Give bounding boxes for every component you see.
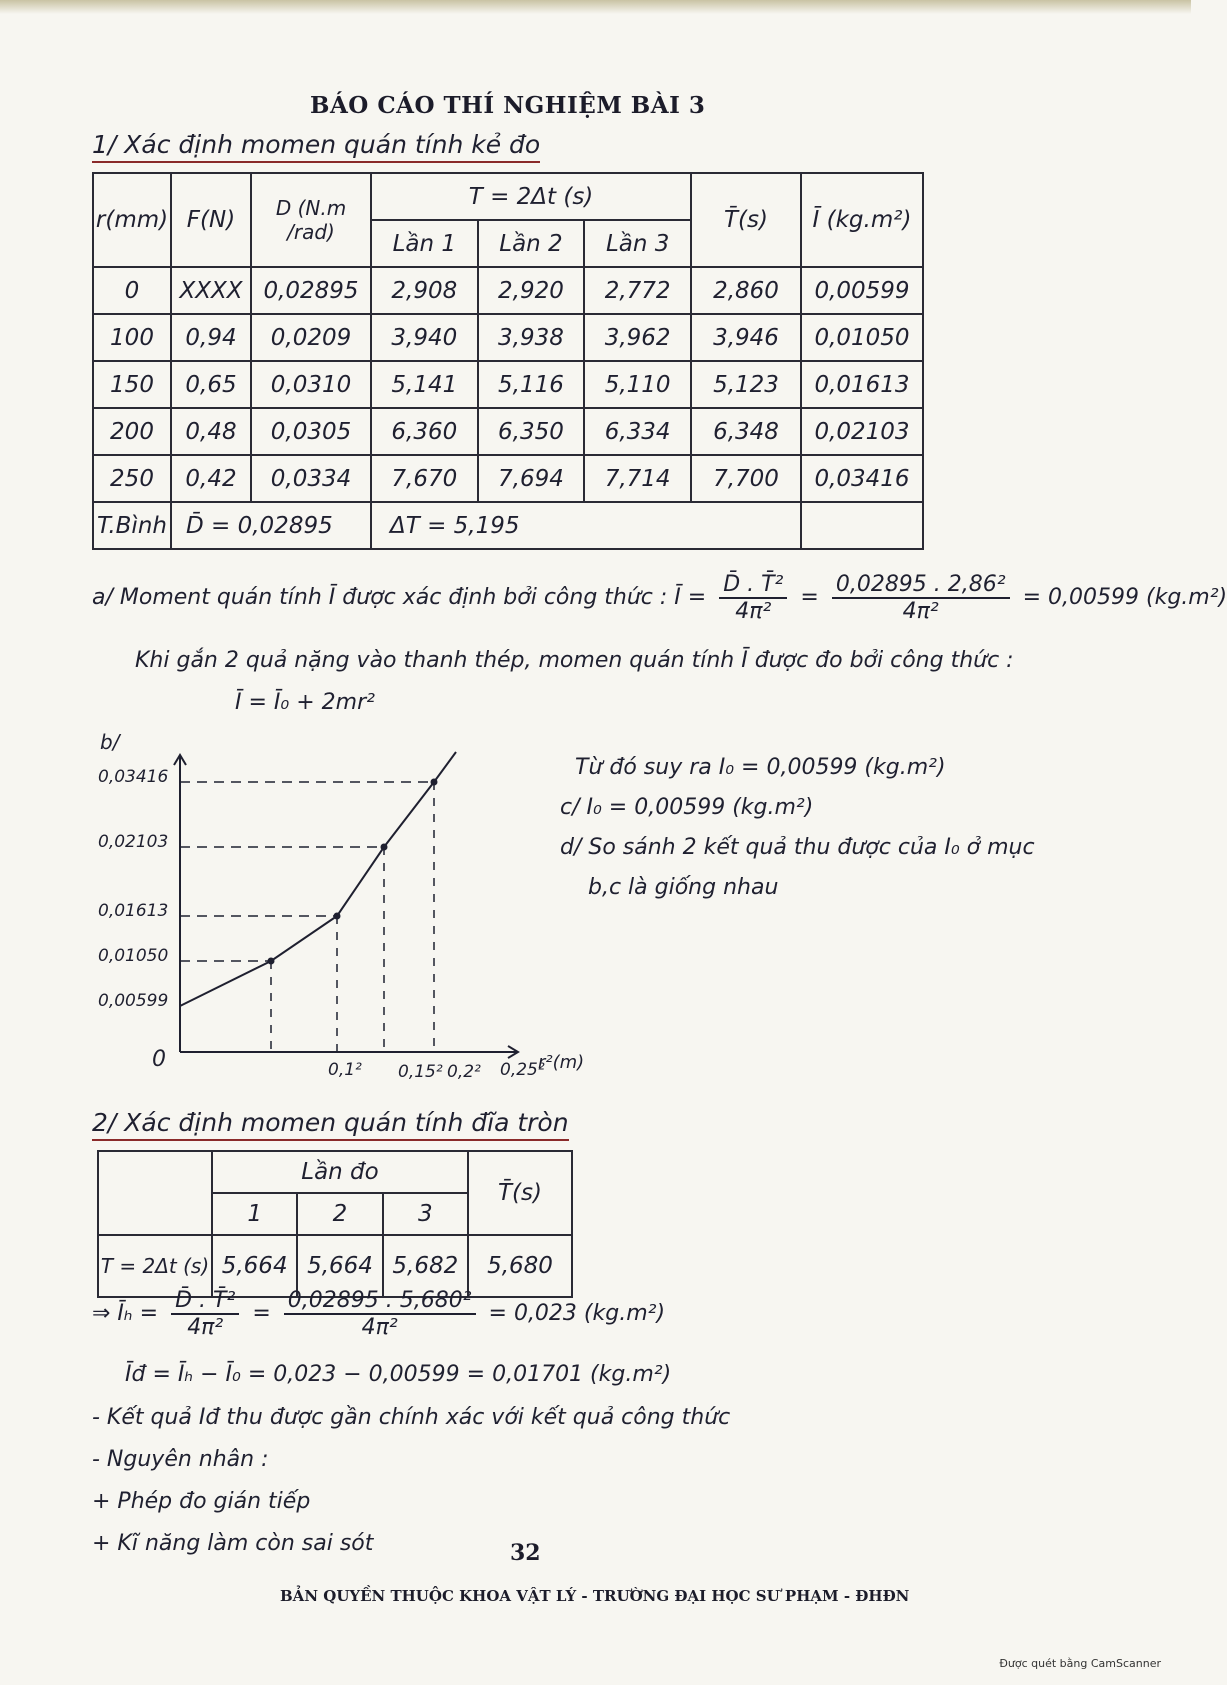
avg-D: D̄ = 0,02895 [171,502,371,549]
section-1-text: 1/ Xác định momen quán tính kẻ đo [92,130,540,163]
formula-d: Īđ = Īₕ − Ī₀ = 0,023 − 0,00599 = 0,01701 (kg.m²) [125,1362,672,1387]
table-cell: 3,940 [371,314,478,361]
table-cell: 100 [93,314,171,361]
table-cell: 5,123 [691,361,801,408]
data-point [381,844,388,851]
x-tick-0: 0,1² [328,1060,362,1080]
graph-label: b/ [100,730,120,754]
data-points [268,779,438,965]
scanner-watermark: Được quét bằng CamScanner [999,1657,1161,1670]
item-a-prefix: a/ Moment quán tính Ī được xác định bởi công thức : Ī = [92,585,707,610]
note-line-4: b,c là giống nhau [588,875,779,900]
formula-h-den-1: 4π² [187,1315,224,1340]
table-cell: 6,348 [691,408,801,455]
origin-label: 0 [152,1047,166,1072]
header-lan2: Lần 2 [478,220,585,267]
section-2-heading [92,1108,569,1137]
table-cell: 250 [93,455,171,502]
table-cell: XXXX [171,267,251,314]
table-row [93,408,923,455]
table-cell: 6,334 [584,408,691,455]
disc-value-3: 5,682 [383,1235,468,1297]
table-cell: 7,700 [691,455,801,502]
table-row [93,361,923,408]
formula-h-prefix: ⇒ Īₕ = [92,1301,159,1326]
conclusion-3: + Phép đo gián tiếp [92,1489,311,1514]
table-cell: 5,116 [478,361,585,408]
table-cell: 6,350 [478,408,585,455]
table-cell: 5,141 [371,361,478,408]
table-cell: 0,42 [171,455,251,502]
avg-label: T.Bình [93,502,171,549]
conclusion-4: + Kĩ năng làm còn sai sót [92,1531,374,1556]
table-row [93,314,923,361]
header-r: r(mm) [93,173,171,267]
x-tick-2: 0,2² [447,1062,481,1082]
disc-header-tbar: T̄(s) [468,1151,572,1235]
table-cell: 5,110 [584,361,691,408]
table-cell: 0,01050 [801,314,923,361]
guide-lines [180,782,434,1052]
table-cell: 0,48 [171,408,251,455]
table-cell: 0 [93,267,171,314]
table-cell: 0,02103 [801,408,923,455]
y-tick-0: 0,03416 [98,767,169,787]
formula-h-result: = 0,023 (kg.m²) [488,1301,666,1326]
y-tick-2: 0,01613 [98,901,169,921]
page-title: BÁO CÁO THÍ NGHIỆM BÀI 3 [310,92,706,119]
line-b-intro: Khi gắn 2 quả nặng vào thanh thép, momen quán tính Ī được đo bởi công thức : [135,648,1014,673]
table-cell: 2,860 [691,267,801,314]
x-tick-1: 0,15² [398,1062,443,1082]
x-axis-label: r²(m) [538,1052,585,1073]
disc-header-lan-do: Lần đo [212,1151,468,1193]
table-cell: 7,694 [478,455,585,502]
disc-value-1: 5,664 [212,1235,297,1297]
y-tick-4: 0,00599 [98,991,169,1011]
table-cell: 2,772 [584,267,691,314]
table-cell: 0,0334 [251,455,371,502]
header-D: D (N.m /rad) [251,173,371,267]
avg-T: ΔT = 5,195 [371,502,801,549]
formula-h-eq: = [252,1301,271,1326]
note-line-2: c/ I₀ = 0,00599 (kg.m²) [560,795,814,820]
table-cell: 7,714 [584,455,691,502]
table-cell: 3,946 [691,314,801,361]
item-a-den-1: 4π² [735,599,772,624]
data-point [334,913,341,920]
scan-top-edge [0,0,1191,14]
table-cell: 0,94 [171,314,251,361]
moment-graph [80,730,600,1080]
y-tick-1: 0,02103 [98,832,169,852]
item-a-num-1: D̄ . T̄² [719,572,787,599]
formula-h-frac-1 [171,1288,239,1340]
item-a-result: = 0,00599 (kg.m²) [1022,585,1227,610]
table-cell: 3,938 [478,314,585,361]
item-a-frac-1 [719,572,787,624]
table-cell: 0,0305 [251,408,371,455]
item-a-den-2: 4π² [902,599,939,624]
data-point [431,779,438,786]
table-cell: 7,670 [371,455,478,502]
disc-value-2: 5,664 [297,1235,382,1297]
table-avg-row [93,502,923,549]
table-cell: 0,01613 [801,361,923,408]
disc-header-1: 1 [212,1193,297,1235]
formula-h-num-1: D̄ . T̄² [171,1288,239,1315]
disc-table [97,1150,573,1298]
disc-header-row [98,1151,572,1193]
moment-table [92,172,924,550]
item-a-num-2: 0,02895 . 2,86² [832,572,1010,599]
avg-empty [801,502,923,549]
item-a-eq: = [800,585,819,610]
disc-header-3: 3 [383,1193,468,1235]
table-cell: 0,02895 [251,267,371,314]
formula-h-num-2: 0,02895 . 5,680² [284,1288,476,1315]
table-cell: 200 [93,408,171,455]
formula-h-line [92,1288,665,1340]
conclusion-2: - Nguyên nhân : [92,1447,269,1472]
curve-extension [434,752,456,782]
section-1-heading [92,130,540,159]
disc-header-2: 2 [297,1193,382,1235]
header-T-group: T = 2Δt (s) [371,173,691,220]
conclusion-1: - Kết quả Iđ thu được gần chính xác với kết quả công thức [92,1405,731,1430]
table-row [93,267,923,314]
table-cell: 6,360 [371,408,478,455]
table-cell: 0,03416 [801,455,923,502]
table-cell: 0,0310 [251,361,371,408]
data-curve [180,782,434,1006]
page-number: 32 [510,1540,541,1566]
table-cell: 150 [93,361,171,408]
y-tick-3: 0,01050 [98,946,169,966]
table-cell: 2,920 [478,267,585,314]
section-2-text: 2/ Xác định momen quán tính đĩa tròn [92,1108,569,1141]
table-header-row [93,173,923,220]
table-cell: 0,00599 [801,267,923,314]
disc-blank-cell [98,1151,212,1235]
table-row [93,455,923,502]
formula-b: Ī = Ī₀ + 2mr² [235,690,375,715]
table-cell: 2,908 [371,267,478,314]
disc-value-avg: 5,680 [468,1235,572,1297]
header-Ibar: Ī (kg.m²) [801,173,923,267]
data-point [268,958,275,965]
formula-h-frac-2 [284,1288,476,1340]
table-cell: 3,962 [584,314,691,361]
formula-h-den-2: 4π² [361,1315,398,1340]
item-a-line [92,572,1227,624]
header-F: F(N) [171,173,251,267]
note-line-3: d/ So sánh 2 kết quả thu được của I₀ ở mục [560,835,1035,860]
header-lan3: Lần 3 [584,220,691,267]
table-body [93,267,923,502]
table-cell: 0,65 [171,361,251,408]
disc-row-label: T = 2Δt (s) [98,1235,212,1297]
table-cell: 0,0209 [251,314,371,361]
x-tick-3: 0,25² [500,1060,545,1080]
header-lan1: Lần 1 [371,220,478,267]
copyright-footer: BẢN QUYỀN THUỘC KHOA VẬT LÝ - TRƯỜNG ĐẠI HỌC SƯ PHẠM - ĐHĐN [280,1587,910,1605]
header-Tbar: T̄(s) [691,173,801,267]
note-line-1: Từ đó suy ra I₀ = 0,00599 (kg.m²) [575,755,946,780]
item-a-frac-2 [832,572,1010,624]
